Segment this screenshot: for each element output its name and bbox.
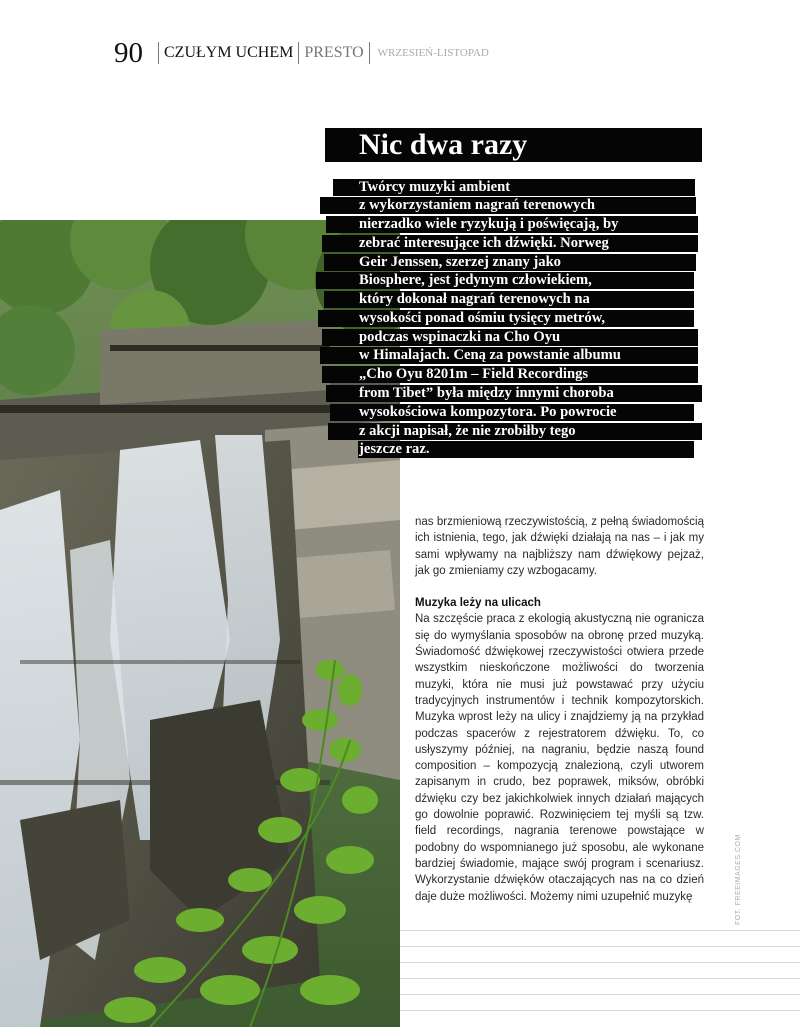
body-paragraph: Na szczęście praca z ekologią akustyczną nie ogranicza się do wymyślania sposobów na obronę przed muzyką. Świadomość dźwiękowej rzeczywistości otwiera przede wszystkim nieskończone możliwości do tworzenia muzyki, która nie musi już powstawać przy użyciu tradycyjnych instrumentów i technik kompozytorskich. Muzyka wprost leży na ulicy i znajdziemy ją na przykład podczas spacerów z rejestratorem dźwięku. To, co usłyszymy później, na nagraniu, będzie naszą found composition – kompozycją znalezioną, czyli utworem zapisanym in crudo, bez poprawek, miksów, obróbki dźwięku czy bez jakichkolwiek innych działań mających go dowolnie poprawić. Rozwinięciem tej myśli są tzw. field recordings, nagrania terenowe powstające w podobny do wspomnianego już sposobu, ale wykonane bardziej świadomie, mające swój program i scenariusz. Wykorzystanie dźwięków otaczających nas na co dzień daje duże możliwości. Możemy nimi uzupełnić muzykę bbox=[415, 613, 704, 903]
lead-line: Geir Jenssen, szerzej znany jako bbox=[359, 254, 561, 270]
lead-line: zebrać interesujące ich dźwięki. Norweg bbox=[359, 235, 609, 251]
section-name: CZUŁYM UCHEM bbox=[164, 44, 294, 61]
lead-line: wysokościowa kompozytora. Po powrocie bbox=[359, 404, 617, 420]
header-divider bbox=[158, 42, 159, 64]
lead-line: jeszcze raz. bbox=[359, 441, 430, 457]
header-divider bbox=[369, 42, 370, 64]
decorative-rule bbox=[400, 994, 800, 995]
running-header bbox=[114, 38, 489, 68]
article-title: Nic dwa razy bbox=[359, 128, 528, 161]
lead-line: from Tibet” była między innymi choroba bbox=[359, 385, 614, 401]
header-divider bbox=[298, 42, 299, 64]
body-column bbox=[415, 514, 704, 905]
lead-line: wysokości ponad ośmiu tysięcy metrów, bbox=[359, 310, 606, 326]
decorative-rule bbox=[400, 946, 800, 947]
lead-line: podczas wspinaczki na Cho Oyu bbox=[359, 329, 561, 345]
lead-line: z wykorzystaniem nagrań terenowych bbox=[359, 197, 596, 213]
photo-credit: FOT. FREEIMAGES.COM bbox=[735, 834, 742, 925]
lead-line: „Cho Oyu 8201m – Field Recordings bbox=[359, 366, 589, 382]
decorative-rule bbox=[400, 1010, 800, 1011]
paragraph-gap bbox=[415, 579, 704, 595]
lead-line: Twórcy muzyki ambient bbox=[359, 179, 511, 195]
decorative-rule bbox=[400, 978, 800, 979]
body-paragraph: nas brzmieniową rzeczywistością, z pełną świadomością ich istnienia, tego, jak dźwięki działają na nas – i jak my sami wpływamy na najbliższy nam dźwiękowy pejzaż, jak go zmieniamy czy wzbogacamy. bbox=[415, 516, 704, 577]
decorative-rule bbox=[400, 930, 800, 931]
issue-date: WRZESIEŃ-LISTOPAD bbox=[377, 47, 489, 59]
lead-line: w Himalajach. Ceną za powstanie albumu bbox=[359, 347, 621, 363]
lead-line: który dokonał nagrań terenowych na bbox=[359, 291, 590, 307]
subheading: Muzyka leży na ulicach bbox=[415, 597, 541, 610]
magazine-name: PRESTO bbox=[304, 44, 364, 61]
decorative-rule bbox=[400, 962, 800, 963]
lead-line: z akcji napisał, że nie zrobiłby tego bbox=[359, 423, 576, 439]
lead-line: Biosphere, jest jedynym człowiekiem, bbox=[359, 272, 592, 288]
lead-line: nierzadko wiele ryzykują i poświęcają, by bbox=[359, 216, 619, 232]
page-number: 90 bbox=[114, 36, 143, 69]
